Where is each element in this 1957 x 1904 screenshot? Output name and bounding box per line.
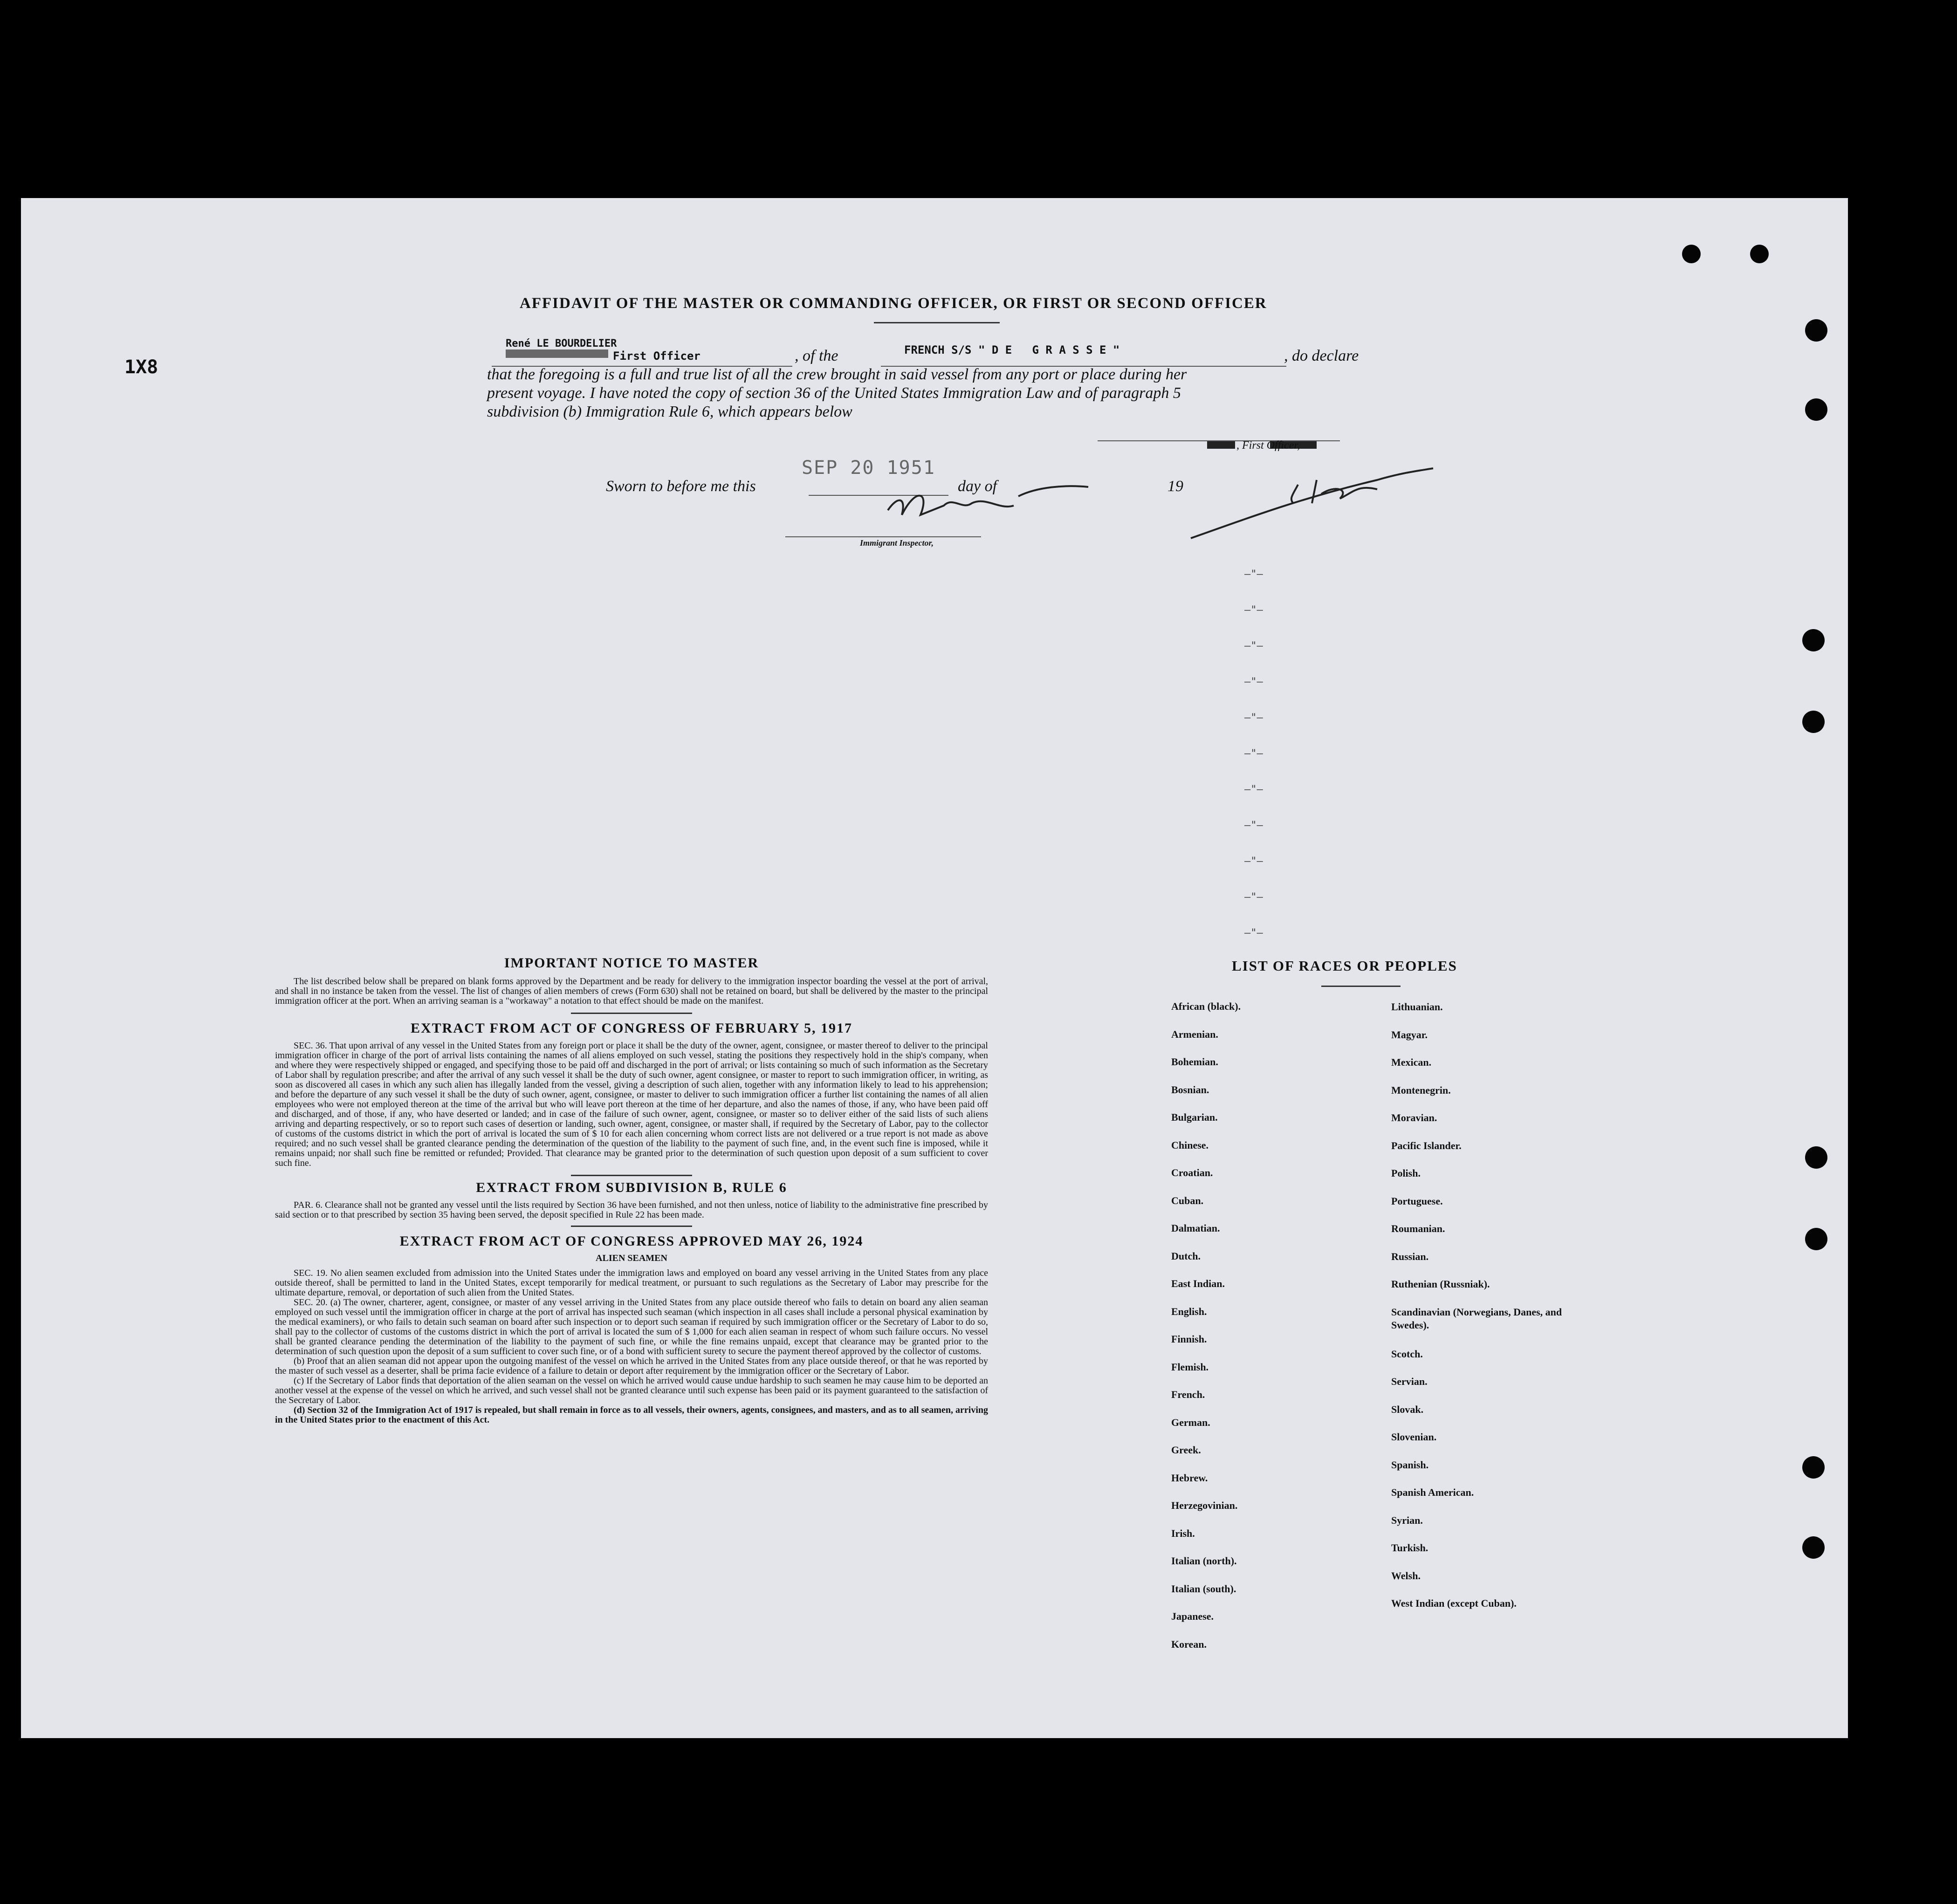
do-declare-label: , do declare [1284, 347, 1359, 364]
race-item: Roumanian. [1391, 1223, 1445, 1234]
extract-1924-title: EXTRACT FROM ACT OF CONGRESS APPROVED MAY 26, 1924 [399, 1233, 864, 1249]
binder-hole [1802, 711, 1825, 733]
inspector-signature [879, 478, 1093, 534]
race-item: Irish. [1171, 1527, 1195, 1539]
binder-hole [1802, 1456, 1825, 1479]
extract-1917-title: EXTRACT FROM ACT OF CONGRESS OF FEBRUARY 5, 1917 [410, 1020, 853, 1036]
race-item: Japanese. [1171, 1610, 1214, 1622]
declaration-line-4: subdivision (b) Immigration Rule 6, which appears below [487, 403, 852, 420]
ditto-mark: —"— [1244, 891, 1263, 903]
race-item: Ruthenian (Russniak). [1391, 1278, 1490, 1290]
race-item: Servian. [1391, 1376, 1428, 1387]
race-item: Scotch. [1391, 1348, 1423, 1360]
extract-rule6-title: EXTRACT FROM SUBDIVISION B, RULE 6 [476, 1180, 787, 1195]
race-item: Montenegrin. [1391, 1084, 1451, 1096]
race-item: Dutch. [1171, 1250, 1201, 1262]
margin-mark: 1X8 [124, 356, 158, 378]
ditto-mark: —"— [1244, 927, 1263, 939]
binder-hole [1805, 1146, 1827, 1169]
race-item: Bulgarian. [1171, 1111, 1218, 1123]
of-the-label: , of the [795, 347, 838, 364]
extract-1924-p3: (b) Proof that an alien seaman did not appear upon the outgoing manifest of the vessel on which he arrived in the United States from any place outside thereof, or that he was reported by the master of such vessel as a deserter, shall be prima facie evidence of a failure to detain or deport after requirement by the immigration officer or the Secretary of Labor. [275, 1356, 988, 1376]
race-item: Lithuanian. [1391, 1001, 1443, 1013]
extract-rule6-body: PAR. 6. Clearance shall not be granted any vessel until the lists required by Section 36 have been furnished, and not then unless, notice of liability to the administrative fine prescribed by said section or to that prescribed by section 35 having been served, the deposit specified in Rule 22 has been made. [275, 1200, 988, 1220]
declaration-line-3: present voyage. I have noted the copy of section 36 of the United States Immigration Law and of paragraph 5 [487, 384, 1181, 402]
officer-sign-label: , First Officer, [1236, 439, 1300, 452]
race-item: Bohemian. [1171, 1056, 1218, 1068]
races-title: LIST OF RACES OR PEOPLES [1232, 958, 1457, 974]
ditto-mark: —"— [1244, 820, 1263, 831]
race-item: Herzegovinian. [1171, 1500, 1238, 1511]
race-item: Syrian. [1391, 1514, 1423, 1526]
binder-hole [1805, 398, 1827, 421]
race-item: Mexican. [1391, 1056, 1432, 1068]
race-item: Polish. [1391, 1167, 1421, 1179]
divider [571, 1013, 692, 1014]
year-prefix: 19 [1167, 478, 1183, 495]
race-item: Italian (south). [1171, 1582, 1236, 1595]
binder-hole [1750, 245, 1769, 263]
binder-hole [1805, 319, 1827, 342]
ditto-mark: —"— [1244, 568, 1263, 580]
binder-hole [1802, 629, 1825, 651]
binder-hole [1805, 1228, 1827, 1250]
struck-text [506, 349, 608, 358]
binder-hole [1802, 1536, 1825, 1559]
vessel-name: FRENCH S/S " D E G R A S S E " [904, 343, 1120, 356]
extract-1924-p2: SEC. 20. (a) The owner, charterer, agent, consignee, or master of any vessel arriving in the United States from any place outside thereof who fails to detain on board any alien seaman employed on such vessel until the immigration officer in charge at the port of arrival has inspected such seaman (which inspection in all cases shall include a personal physical examination by the medical examiners), or who fails to detain such seaman on board after such inspection or to deport such seaman if required by such immigration officer or the Secretary of Labor to do so, shall pay to the collector of customs of the customs district in which the port of arrival is located the sum of $ 1,000 for each alien seaman in respect of whom such failure occurs. No vessel shall be granted clearance pending the determination of the liability to the payment of such fine, or while the fine remains unpaid, except that clearance may be granted prior to the determination of such question upon the deposit of a sum sufficient to cover such fine, or of a bond with sufficient surety to secure the payment thereof approved by the collector of customs. [275, 1297, 988, 1356]
document-sheet [21, 198, 1848, 1738]
affidavit-title: AFFIDAVIT OF THE MASTER OR COMMANDING OFFICER, OR FIRST OR SECOND OFFICER [520, 295, 1267, 312]
race-item: Turkish. [1391, 1542, 1428, 1554]
inspector-label: Immigrant Inspector, [860, 538, 934, 548]
race-item: Spanish American. [1391, 1486, 1474, 1498]
race-item: Portuguese. [1391, 1195, 1443, 1207]
race-item: Hebrew. [1171, 1472, 1208, 1484]
ditto-mark: —"— [1244, 676, 1263, 688]
notice-block [275, 955, 988, 1425]
ditto-mark: —"— [1244, 712, 1263, 724]
race-item: Cuban. [1171, 1194, 1204, 1206]
notice-body: The list described below shall be prepared on blank forms approved by the Department and be ready for delivery to the immigration inspector boarding the vessel at the port of arrival, and shall in no instance be taken from the vessel. The list of changes of alien members of crews (Form 630) shall not be retained on board, but shall be delivered by the master to the principal immigration officer at the port. When an arriving seaman is a "workaway" a notation to that effect should be made on the manifest. [275, 976, 988, 1006]
extract-1917-body: SEC. 36. That upon arrival of any vessel in the United States from any foreign port or place it shall be the duty of the owner, agent, consignee, or master thereof to deliver to the principal immigration officer in charge of the port of arrival lists containing the names of all aliens employed on such vessel, stating the positions they respectively hold in the ship's company, when and where they were respectively shipped or engaged, and specifying those to be paid off and discharged in the port of arrival; or lists containing so much of such information as the Secretary of Labor shall by regulation prescribe; and after the arrival of any such vessel it shall be the duty of such owner, agent consignee, or master to report to such immigration officer, in writing, as soon as discovered all cases in which any such alien has illegally landed from the vessel, giving a description of such alien, together with any information likely to lead to his apprehension; and before the departure of any such vessel it shall be the duty of such owner, agent, consignee, or master to deliver to such immigration officer a further list containing the names of all alien employees who were not employed thereon at the time of the arrival but who will leave port thereon at the time of her departure, and also the names of those, if any, who have been paid off and discharged, and of those, if any, who have deserted or landed; and in case of the failure of such owner, agent, consignee, or master so to deliver either of the said lists of such aliens arriving and departing respectively, or so to report such cases of desertion or landing, such owner, agent, consignee, or master shall, if required by the Secretary of Labor, pay to the collector of customs of the customs district in which the port of arrival is located the sum of $ 10 for each alien concerning whom correct lists are not delivered or a true report is not made as above required; and no such vessel shall be granted clearance pending the determination of the question of the liability to the payment of such fine, and, in the event such fine is imposed, while it remains unpaid; nor shall such fine be remitted or refunded; Provided. That clearance may be granted prior to the determination of such question upon deposit of a sum sufficient to cover such fine. [275, 1041, 988, 1168]
race-item: Greek. [1171, 1444, 1201, 1456]
extract-1924-subtitle: ALIEN SEAMEN [596, 1253, 667, 1263]
race-item: Moravian. [1391, 1112, 1437, 1123]
race-item: Slovenian. [1391, 1431, 1437, 1443]
race-item: Italian (north). [1171, 1555, 1237, 1567]
struck-text [1207, 441, 1235, 449]
race-item: Slovak. [1391, 1403, 1424, 1415]
officer-rank: First Officer [613, 349, 700, 363]
race-item: Armenian. [1171, 1028, 1218, 1040]
race-item: Pacific Islander. [1391, 1139, 1462, 1151]
race-item: German. [1171, 1416, 1210, 1428]
sworn-label: Sworn to before me this [606, 478, 756, 495]
race-item: English. [1171, 1305, 1207, 1317]
ditto-mark: —"— [1244, 784, 1263, 795]
race-item: Chinese. [1171, 1139, 1209, 1151]
day-of-label: day of [958, 478, 997, 495]
notice-title: IMPORTANT NOTICE TO MASTER [504, 955, 759, 971]
officer-signature [1181, 452, 1442, 545]
inspector-line [785, 536, 981, 537]
extract-1924-p5: (d) Section 32 of the Immigration Act of 1917 is repealed, but shall remain in force as to all vessels, their owners, agents, consignees, and masters, and as to all seamen, arriving in the United States prior to the enactment of this Act. [275, 1405, 988, 1425]
race-item: Scandinavian (Norwegians, Danes, and Swedes). [1391, 1306, 1562, 1331]
race-item: West Indian (except Cuban). [1391, 1597, 1517, 1609]
race-item: Flemish. [1171, 1361, 1209, 1373]
race-item: Finnish. [1171, 1333, 1207, 1345]
extract-1924-p4: (c) If the Secretary of Labor finds that deportation of the alien seaman on the vessel on which he arrived would cause undue hardship to such seamen he may cause him to be deported an another vessel at the expense of the vessel on which he arrived, and such vessel shall not be granted clearance until such expense has been paid or its payment guaranteed to the satisfaction of the Secretary of Labor. [275, 1376, 988, 1405]
ditto-mark: —"— [1244, 604, 1263, 616]
race-item: Dalmatian. [1171, 1222, 1220, 1234]
extract-1924-p1: SEC. 19. No alien seamen excluded from admission into the United States under the immigration laws and employed on board any vessel arriving in the United States from any place outside thereof, shall be permitted to land in the United States, except temporarily for medical treatment, or pursuant to such regulations as the Secretary of Labor may prescribe for the ultimate departure, removal, or deportation of such alien from the United States. [275, 1268, 988, 1298]
race-item: East Indian. [1171, 1278, 1225, 1289]
ditto-mark: —"— [1244, 640, 1263, 652]
ditto-mark: —"— [1244, 748, 1263, 760]
ditto-mark: —"— [1244, 856, 1263, 867]
divider [571, 1226, 692, 1227]
race-item: Welsh. [1391, 1569, 1421, 1582]
race-item: Magyar. [1391, 1028, 1428, 1041]
divider [571, 1175, 692, 1176]
declaration-line-2: that the foregoing is a full and true list of all the crew brought in said vessel from any port or place during her [487, 366, 1187, 383]
race-item: African (black). [1171, 1000, 1241, 1012]
race-item: Croatian. [1171, 1167, 1213, 1178]
race-item: Bosnian. [1171, 1083, 1209, 1096]
binder-hole [1682, 245, 1701, 263]
title-rule [874, 322, 1000, 323]
race-item: Russian. [1391, 1250, 1429, 1262]
officer-name: René LE BOURDELIER [506, 338, 617, 349]
race-item: Spanish. [1391, 1459, 1429, 1471]
divider [1321, 986, 1401, 987]
date-stamp: SEP 20 1951 [802, 457, 935, 479]
race-item: Korean. [1171, 1638, 1207, 1650]
race-item: French. [1171, 1389, 1205, 1400]
